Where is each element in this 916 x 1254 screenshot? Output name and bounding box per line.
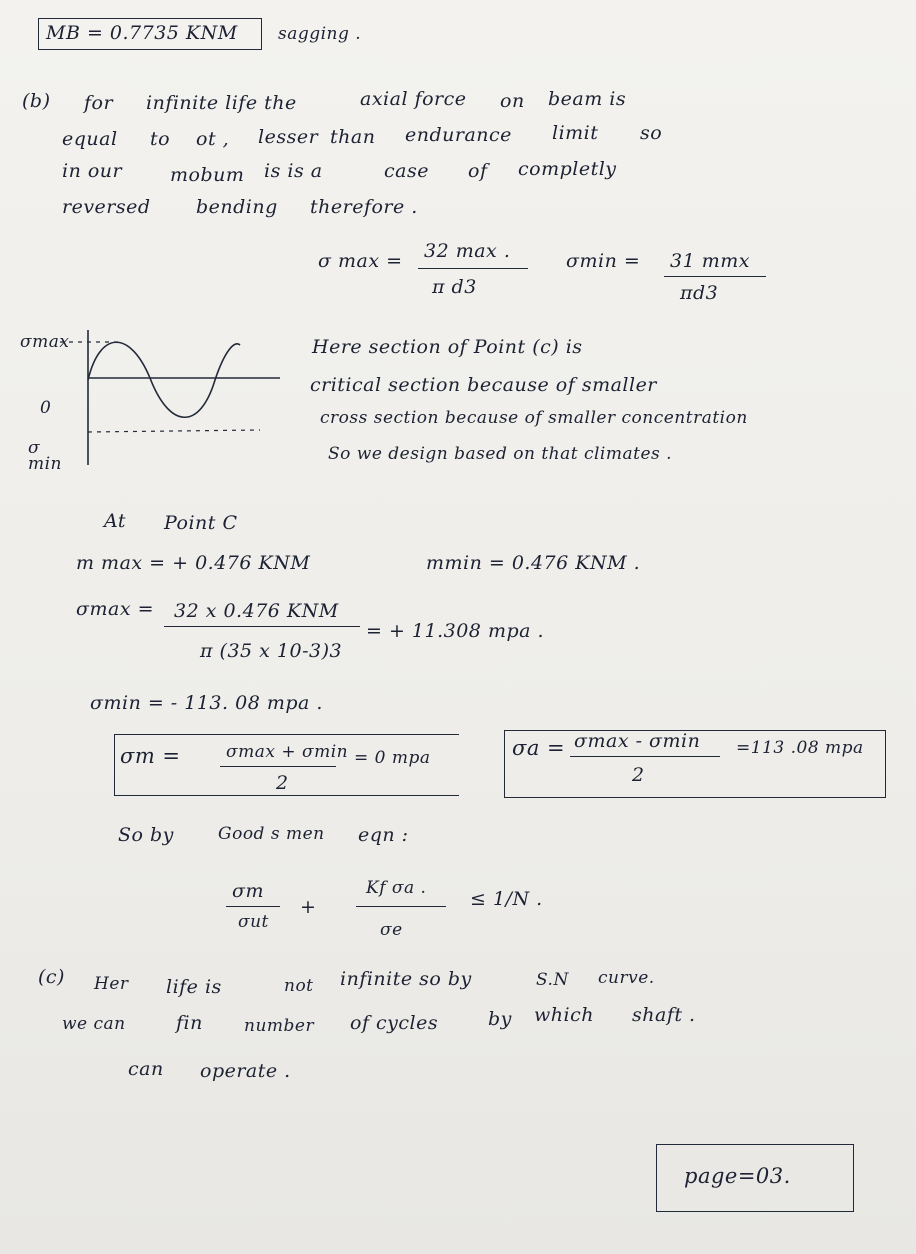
sigma-max-fraction-line [418, 268, 528, 269]
part-c-word: of cycles [350, 1012, 439, 1034]
para-word: on [500, 90, 525, 112]
sigma-min-num: 31 mmx [670, 250, 750, 272]
sigma-max-calc-line [164, 626, 360, 627]
sigma-min-calc: σmin = - 113. 08 mpa . [90, 692, 323, 714]
stress-cycle-graph [60, 320, 290, 470]
para-word: ot , [196, 128, 230, 150]
para-word: infinite life the [146, 92, 297, 114]
sigma-a-lhs: σa = [512, 736, 566, 760]
para-word: bending [196, 196, 278, 218]
sagging-note: sagging . [278, 24, 362, 44]
goodman-plus: + [300, 896, 317, 918]
page-number: page=03. [684, 1164, 791, 1188]
part-c-label: (c) [38, 966, 65, 988]
part-c-word: number [244, 1016, 315, 1036]
para-word: mobum [170, 164, 245, 186]
para-word: reversed [62, 196, 151, 218]
sigma-m-num: σmax + σmin [226, 742, 349, 762]
part-b-label: (b) [22, 90, 51, 112]
part-c-word: fin [176, 1012, 203, 1034]
section-note-line-4: So we design based on that climates . [328, 444, 673, 464]
eqn-label: eqn : [358, 824, 409, 846]
para-word: limit [552, 122, 599, 144]
goodman-label: Good s men [218, 824, 325, 844]
goodman-term2-line [356, 906, 446, 907]
sigma-a-line [570, 756, 720, 757]
sigma-max-calc-lhs: σmax = [76, 598, 154, 620]
part-c-word: not [284, 976, 314, 996]
part-c-word: operate . [200, 1060, 291, 1082]
para-word: case [384, 160, 429, 182]
goodman-term2-num: Kf σa . [366, 878, 427, 898]
sigma-m-line [220, 766, 336, 767]
moment-value: MB = 0.7735 KNM [46, 22, 238, 44]
sigma-a-result: =113 .08 mpa [736, 738, 864, 758]
sigma-a-num: σmax - σmin [574, 730, 701, 752]
graph-label-zero: 0 [40, 398, 52, 418]
sigma-m-den: 2 [276, 772, 289, 794]
goodman-term1-line [226, 906, 280, 907]
part-c-word: can [128, 1058, 164, 1080]
para-word: therefore . [310, 196, 418, 218]
para-word: to [150, 128, 171, 150]
section-note-line-3: cross section because of smaller concentration [320, 408, 748, 428]
para-word: in our [62, 160, 123, 182]
para-word: lesser [258, 126, 319, 148]
part-c-word: infinite so by [340, 968, 472, 990]
sigma-m-lhs: σm = [120, 744, 181, 768]
goodman-term1-num: σm [232, 880, 264, 902]
point-c-label: Point C [164, 512, 238, 534]
sigma-max-calc-result: = + 11.308 mpa . [366, 620, 545, 642]
para-word: equal [62, 128, 118, 150]
part-c-word: life is [166, 976, 222, 998]
sigma-max-num: 32 max . [424, 240, 511, 262]
para-word: for [84, 92, 114, 114]
graph-label-max: σmax [20, 332, 70, 352]
sigma-max-calc-num: 32 x 0.476 KNM [174, 600, 339, 622]
goodman-term1-den: σut [238, 912, 269, 932]
goodman-rhs: ≤ 1/N . [470, 888, 543, 910]
section-note-line-1: Here section of Point (c) is [312, 336, 583, 358]
para-word: so [640, 122, 663, 144]
part-c-word: S.N [536, 970, 569, 990]
part-c-word: by [488, 1008, 512, 1030]
para-word: is is a [264, 160, 323, 182]
sigma-min-den: πd3 [680, 282, 719, 304]
sigma-max-calc-den: π (35 x 10-3)3 [200, 640, 343, 662]
sigma-a-den: 2 [632, 764, 645, 786]
part-c-word: shaft . [632, 1004, 696, 1026]
m-max: m max = + 0.476 KNM [76, 552, 311, 574]
part-c-word: Her [94, 974, 129, 994]
para-word: beam is [548, 88, 627, 110]
so-by: So by [118, 824, 174, 846]
para-word: axial force [360, 88, 467, 110]
para-word: than [330, 126, 376, 148]
at-label: At [104, 510, 127, 532]
sigma-min-lhs: σmin = [566, 250, 641, 272]
para-word: completly [518, 158, 617, 180]
sigma-min-fraction-line [664, 276, 766, 277]
para-word: of [468, 160, 488, 182]
sigma-max-den: π d3 [432, 276, 477, 298]
part-c-word: curve. [598, 968, 655, 988]
section-note-line-2: critical section because of smaller [310, 374, 657, 396]
sigma-max-lhs: σ max = [318, 250, 403, 272]
m-min: mmin = 0.476 KNM . [426, 552, 641, 574]
para-word: endurance [405, 124, 512, 146]
graph-label-min: σ min [28, 438, 63, 474]
part-c-word: we can [62, 1014, 126, 1034]
goodman-term2-den: σe [380, 920, 403, 940]
part-c-word: which [534, 1004, 594, 1026]
sigma-m-result: = 0 mpa [354, 748, 431, 768]
